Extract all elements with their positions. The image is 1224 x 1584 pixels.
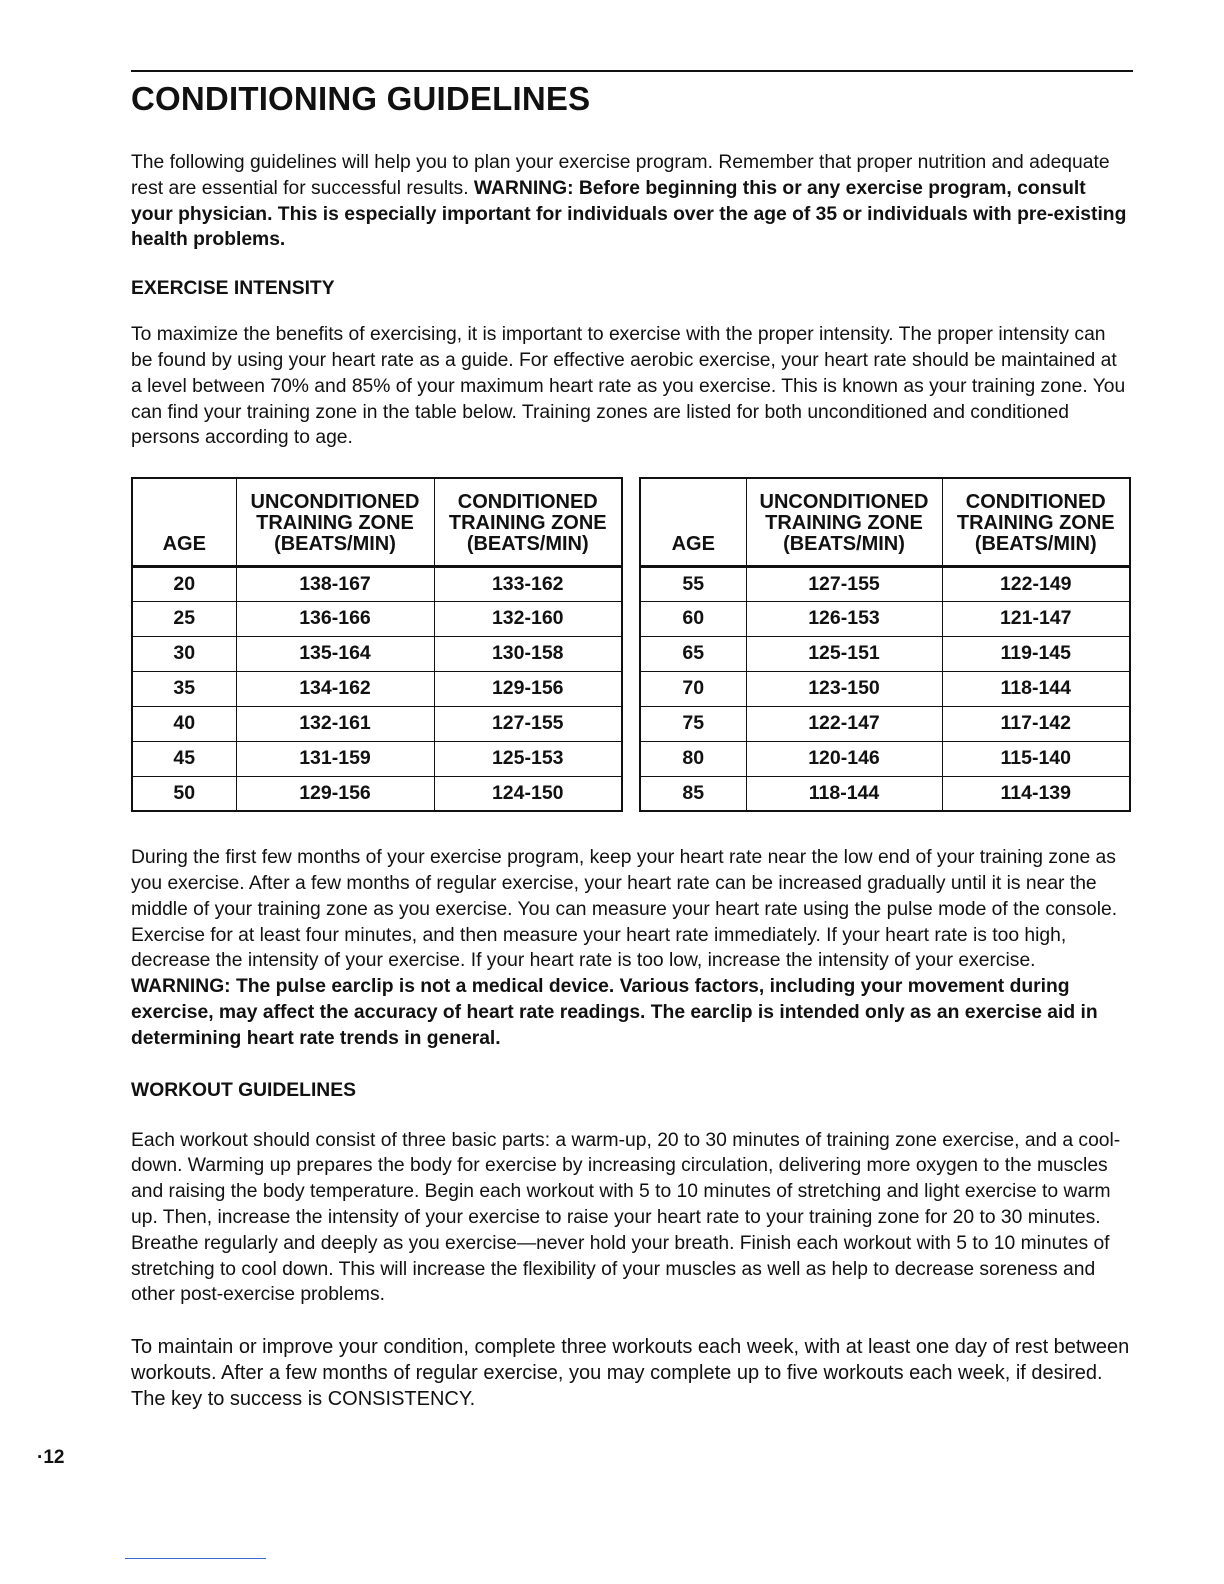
conditioned-cell: 130-158 bbox=[434, 636, 622, 671]
workout-guidelines-heading: WORKOUT GUIDELINES bbox=[131, 1079, 356, 1101]
earclip-warning: WARNING: The pulse earclip is not a medical device. Various factors, including your movement during exercise, may affect the accuracy of heart rate readings. The earclip is intended only as an exercise aid in determining heart rate trends in general. bbox=[131, 976, 1098, 1049]
conditioned-cell: 122-149 bbox=[942, 566, 1130, 601]
table-row bbox=[132, 566, 622, 601]
unconditioned-cell: 132-161 bbox=[236, 706, 434, 741]
document-page bbox=[131, 70, 1131, 1412]
intro-warning: WARNING: Before beginning this or any exercise program, consult your physician. This is especially important for individuals over the age of 35 or individuals with pre-existing health problems. bbox=[131, 177, 1127, 251]
conditioned-cell: 118-144 bbox=[942, 671, 1130, 706]
page-title: CONDITIONING GUIDELINES bbox=[131, 80, 591, 117]
unconditioned-cell: 136-166 bbox=[236, 601, 434, 636]
table-row bbox=[132, 706, 622, 741]
unconditioned-cell: 127-155 bbox=[746, 566, 942, 601]
table-row bbox=[640, 706, 1130, 741]
table-header-row bbox=[132, 478, 622, 566]
unconditioned-cell: 118-144 bbox=[746, 776, 942, 811]
conditioned-cell: 125-153 bbox=[434, 741, 622, 776]
top-rule bbox=[131, 70, 1133, 72]
conditioned-cell: 132-160 bbox=[434, 601, 622, 636]
age-cell: 20 bbox=[132, 566, 236, 601]
conditioned-cell: 133-162 bbox=[434, 566, 622, 601]
age-cell: 40 bbox=[132, 706, 236, 741]
table-row bbox=[640, 636, 1130, 671]
unconditioned-cell: 135-164 bbox=[236, 636, 434, 671]
table-row bbox=[132, 636, 622, 671]
header-conditioned: CONDITIONED TRAINING ZONE (BEATS/MIN) bbox=[434, 478, 622, 566]
unconditioned-cell: 131-159 bbox=[236, 741, 434, 776]
conditioned-cell: 117-142 bbox=[942, 706, 1130, 741]
conditioned-cell: 114-139 bbox=[942, 776, 1130, 811]
age-cell: 55 bbox=[640, 566, 746, 601]
table-row bbox=[640, 671, 1130, 706]
footer-line bbox=[125, 1558, 266, 1559]
unconditioned-cell: 129-156 bbox=[236, 776, 434, 811]
table-row bbox=[132, 741, 622, 776]
unconditioned-cell: 138-167 bbox=[236, 566, 434, 601]
conditioned-cell: 115-140 bbox=[942, 741, 1130, 776]
intro-paragraph bbox=[131, 150, 1131, 253]
header-unconditioned: UNCONDITIONED TRAINING ZONE (BEATS/MIN) bbox=[746, 478, 942, 566]
conditioned-cell: 119-145 bbox=[942, 636, 1130, 671]
workout-paragraph: Each workout should consist of three basic parts: a warm-up, 20 to 30 minutes of training zone exercise, and a cool-down. Warming up prepares the body for exercise by increasing circulation, delivering more oxygen to the muscles and raising the body temperature. Begin each workout with 5 to 10 minutes of stretching and light exercise to warm up. Then, increase the intensity of your exercise to raise your heart rate to your training zone for 20 to 30 minutes. Breathe regularly and deeply as you exercise—never hold your breath. Finish each workout with 5 to 10 minutes of stretching to cool down. This will increase the flexibility of your muscles as well as help to decrease soreness and other post-exercise problems. bbox=[131, 1129, 1121, 1306]
age-cell: 35 bbox=[132, 671, 236, 706]
maintain-paragraph: To maintain or improve your condition, complete three workouts each week, with at least one day of rest between workouts. After a few months of regular exercise, you may complete up to five workouts each week, if desired. The key to success is CONSISTENCY. bbox=[131, 1336, 1130, 1411]
training-zone-table-right bbox=[639, 477, 1131, 812]
header-unconditioned: UNCONDITIONED TRAINING ZONE (BEATS/MIN) bbox=[236, 478, 434, 566]
unconditioned-cell: 120-146 bbox=[746, 741, 942, 776]
table-row bbox=[132, 776, 622, 811]
header-age: AGE bbox=[132, 478, 236, 566]
age-cell: 25 bbox=[132, 601, 236, 636]
age-cell: 60 bbox=[640, 601, 746, 636]
conditioned-cell: 121-147 bbox=[942, 601, 1130, 636]
age-cell: 50 bbox=[132, 776, 236, 811]
conditioned-cell: 129-156 bbox=[434, 671, 622, 706]
page-number: ·12 bbox=[37, 1447, 65, 1468]
age-cell: 30 bbox=[132, 636, 236, 671]
age-cell: 85 bbox=[640, 776, 746, 811]
heart-rate-text: During the first few months of your exercise program, keep your heart rate near the low end of your training zone as you exercise. After a few months of regular exercise, your heart rate can be increased gradually until it is near the middle of your training zone as you exercise. You can measure your heart rate using the pulse mode of the console. Exercise for at least four minutes, and then measure your heart rate immediately. If your heart rate is too high, decrease the intensity of your exercise. If your heart rate is too low, increase the intensity of your exercise. bbox=[131, 847, 1118, 972]
table-row bbox=[640, 741, 1130, 776]
unconditioned-cell: 122-147 bbox=[746, 706, 942, 741]
exercise-intensity-heading: EXERCISE INTENSITY bbox=[131, 278, 335, 300]
age-cell: 75 bbox=[640, 706, 746, 741]
table-row bbox=[640, 601, 1130, 636]
heart-rate-paragraph bbox=[131, 845, 1131, 1051]
training-zone-tables bbox=[131, 477, 1131, 815]
table-header-row bbox=[640, 478, 1130, 566]
age-cell: 80 bbox=[640, 741, 746, 776]
table-row bbox=[132, 601, 622, 636]
training-zone-table-left bbox=[131, 477, 623, 812]
age-cell: 70 bbox=[640, 671, 746, 706]
age-cell: 65 bbox=[640, 636, 746, 671]
conditioned-cell: 124-150 bbox=[434, 776, 622, 811]
header-age: AGE bbox=[640, 478, 746, 566]
intro-text: The following guidelines will help you to plan your exercise program. Remember that proper nutrition and adequate rest are essential for successful results. bbox=[131, 152, 1110, 199]
unconditioned-cell: 123-150 bbox=[746, 671, 942, 706]
unconditioned-cell: 125-151 bbox=[746, 636, 942, 671]
unconditioned-cell: 134-162 bbox=[236, 671, 434, 706]
table-row bbox=[640, 776, 1130, 811]
age-cell: 45 bbox=[132, 741, 236, 776]
exercise-intensity-paragraph: To maximize the benefits of exercising, it is important to exercise with the proper intensity. The proper intensity can be found by using your heart rate as a guide. For effective aerobic exercise, your heart rate should be maintained at a level between 70% and 85% of your maximum heart rate as you exercise. This is known as your training zone. You can find your training zone in the table below. Training zones are listed for both unconditioned and conditioned persons according to age. bbox=[131, 324, 1126, 449]
conditioned-cell: 127-155 bbox=[434, 706, 622, 741]
table-row bbox=[132, 671, 622, 706]
table-row bbox=[640, 566, 1130, 601]
unconditioned-cell: 126-153 bbox=[746, 601, 942, 636]
header-conditioned: CONDITIONED TRAINING ZONE (BEATS/MIN) bbox=[942, 478, 1130, 566]
